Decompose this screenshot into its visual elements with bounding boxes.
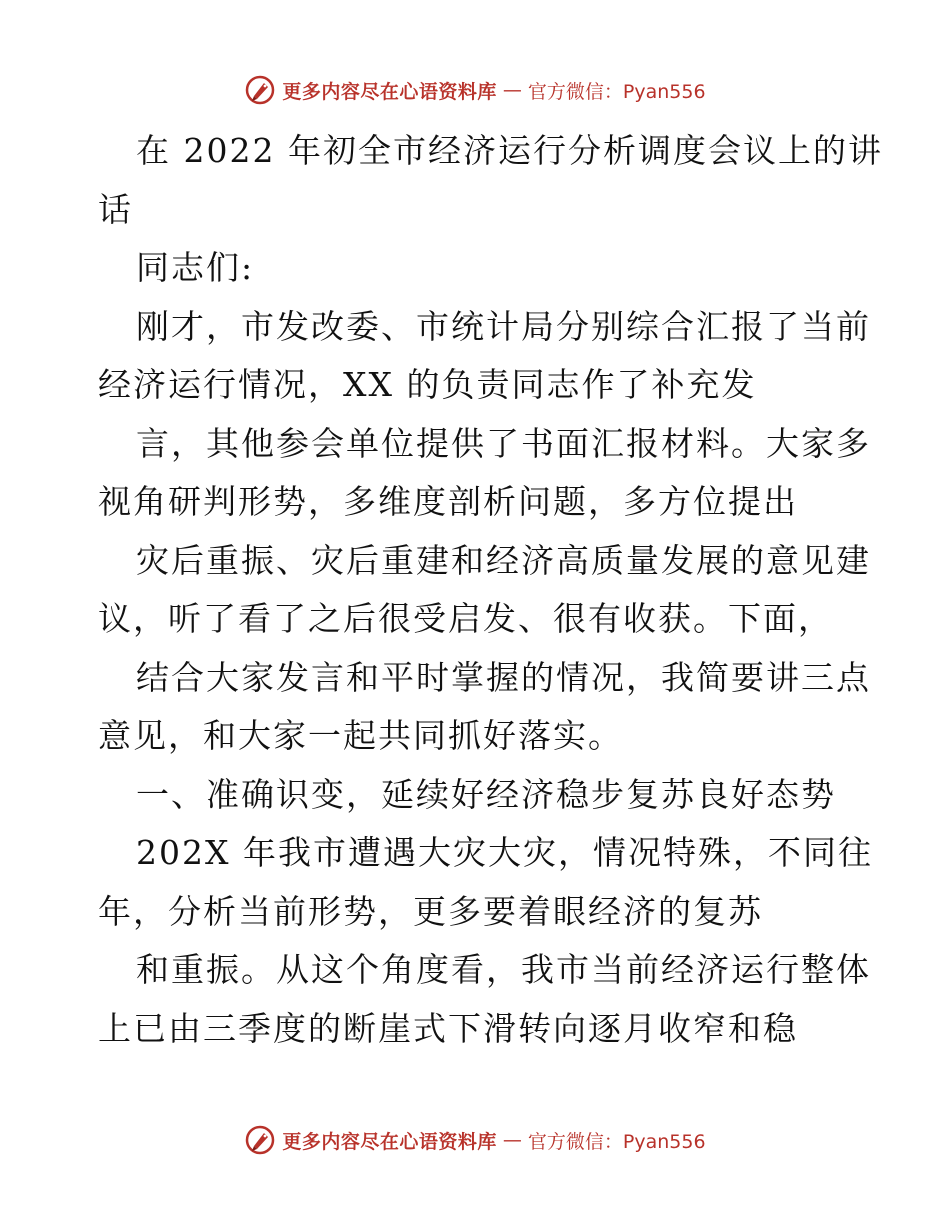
paragraph-line: 和重振。从这个角度看，我市当前经济运行整体 [136, 950, 871, 989]
watermark-wechat-text: 官方微信：Pyan556 [527, 1130, 706, 1153]
section-heading: 一、准确识变，延续好经济稳步复苏良好态势 [136, 774, 836, 814]
paragraph-line: 刚才，市发改委、市统计局分别综合汇报了当前 [136, 306, 871, 346]
watermark-wechat-text: 官方微信：Pyan556 [527, 80, 706, 103]
watermark-separator: — [502, 1129, 522, 1151]
paragraph-line: 202X 年我市遭遇大灾大灾，情况特殊，不同往 [136, 833, 873, 872]
paragraph-line: 经济运行情况，XX 的负责同志作了补充发 [98, 365, 757, 404]
paragraph-line: 议，听了看了之后很受启发、很有收获。下面， [98, 599, 833, 638]
paragraph-line: 年，分析当前形势，更多要着眼经济的复苏 [98, 891, 763, 931]
salutation: 同志们: [136, 248, 255, 287]
paragraph-line: 结合大家发言和平时掌握的情况，我简要讲三点 [136, 657, 871, 697]
watermark-brand-text: 更多内容尽在心语资料库 [282, 80, 497, 103]
title-line-1: 在 2022 年初全市经济运行分析调度会议上的讲 [136, 131, 883, 170]
paragraph-line: 言，其他参会单位提供了书面汇报材料。大家多 [136, 423, 871, 463]
watermark-separator: — [502, 79, 522, 101]
pen-nib-circle-icon [244, 74, 276, 106]
paragraph-line: 意见，和大家一起共同抓好落实。 [98, 716, 623, 755]
header-watermark-banner [0, 70, 950, 110]
document-body [98, 122, 883, 1058]
footer-watermark-banner [0, 1120, 950, 1160]
pen-nib-circle-icon [244, 1124, 276, 1156]
paragraph-line: 视角研判形势，多维度剖析问题，多方位提出 [98, 482, 798, 521]
title-line-2: 话 [98, 189, 133, 229]
watermark-brand-text: 更多内容尽在心语资料库 [282, 1130, 497, 1153]
paragraph-line: 灾后重振、灾后重建和经济高质量发展的意见建 [136, 540, 871, 580]
paragraph-line: 上已由三季度的断崖式下滑转向逐月收窄和稳 [98, 1008, 798, 1048]
